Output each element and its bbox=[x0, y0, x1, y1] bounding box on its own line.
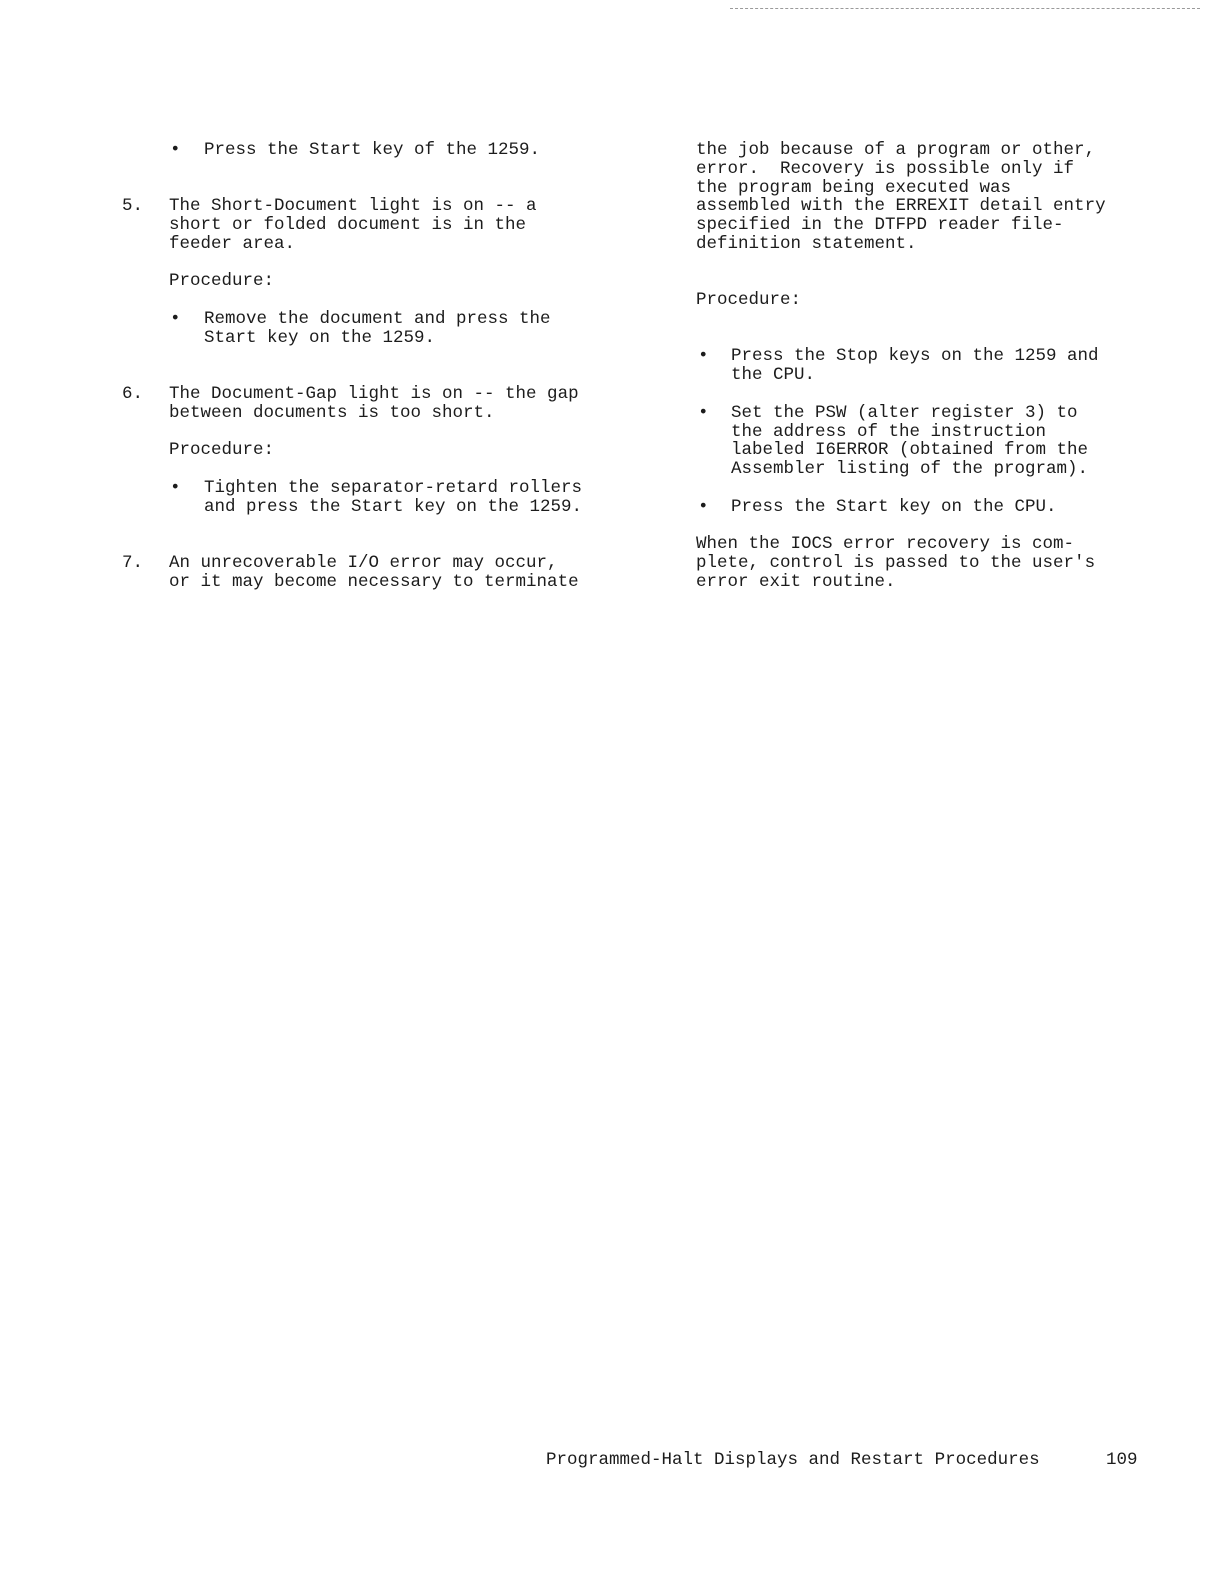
para-line: specified in the DTFPD reader file- bbox=[696, 215, 1064, 235]
para-line: the program being executed was bbox=[696, 178, 1012, 198]
item5-line2: short or folded document is in the bbox=[169, 215, 527, 235]
item6-procedure-label: Procedure: bbox=[169, 440, 275, 460]
bullet2-line2: the address of the instruction bbox=[731, 422, 1047, 442]
para-line: assembled with the ERREXIT detail entry bbox=[696, 196, 1106, 216]
bullet: • bbox=[698, 403, 709, 423]
item6-bullet-line1: Tighten the separator-retard rollers bbox=[204, 478, 583, 498]
page-number: 109 bbox=[1106, 1450, 1138, 1470]
bullet2-line4: Assembler listing of the program). bbox=[731, 459, 1089, 479]
bullet2-line1: Set the PSW (alter register 3) to bbox=[731, 403, 1078, 423]
item6-line2: between documents is too short. bbox=[169, 403, 495, 423]
bullet-start-1259: Press the Start key of the 1259. bbox=[204, 140, 541, 160]
item7-line2: or it may become necessary to terminate bbox=[169, 572, 579, 592]
bullet3-line1: Press the Start key on the CPU. bbox=[731, 497, 1057, 517]
closing-line: plete, control is passed to the user's bbox=[696, 553, 1096, 573]
item7-number: 7. bbox=[122, 553, 144, 573]
bullet2-line3: labeled I6ERROR (obtained from the bbox=[731, 440, 1089, 460]
item5-procedure-label: Procedure: bbox=[169, 271, 275, 291]
bullet: • bbox=[170, 478, 181, 498]
item5-number: 5. bbox=[122, 196, 144, 216]
item5-line1: The Short-Document light is on -- a bbox=[169, 196, 537, 216]
item7-line1: An unrecoverable I/O error may occur, bbox=[169, 553, 558, 573]
bullet: • bbox=[698, 346, 709, 366]
item5-bullet-line2: Start key on the 1259. bbox=[204, 328, 436, 348]
item6-line1: The Document-Gap light is on -- the gap bbox=[169, 384, 579, 404]
closing-line: When the IOCS error recovery is com- bbox=[696, 534, 1075, 554]
para-line: definition statement. bbox=[696, 234, 917, 254]
para-line: error. Recovery is possible only if bbox=[696, 159, 1075, 179]
item5-bullet-line1: Remove the document and press the bbox=[204, 309, 551, 329]
footer-title: Programmed-Halt Displays and Restart Procedures bbox=[546, 1450, 1040, 1470]
bullet1-line2: the CPU. bbox=[731, 365, 816, 385]
item6-number: 6. bbox=[122, 384, 144, 404]
item6-bullet-line2: and press the Start key on the 1259. bbox=[204, 497, 583, 517]
closing-line: error exit routine. bbox=[696, 572, 896, 592]
bullet1-line1: Press the Stop keys on the 1259 and bbox=[731, 346, 1099, 366]
bullet: • bbox=[170, 140, 181, 160]
top-scan-rule bbox=[730, 8, 1200, 9]
bullet: • bbox=[170, 309, 181, 329]
para-line: the job because of a program or other, bbox=[696, 140, 1096, 160]
right-procedure-label: Procedure: bbox=[696, 290, 802, 310]
bullet: • bbox=[698, 497, 709, 517]
item5-line3: feeder area. bbox=[169, 234, 296, 254]
